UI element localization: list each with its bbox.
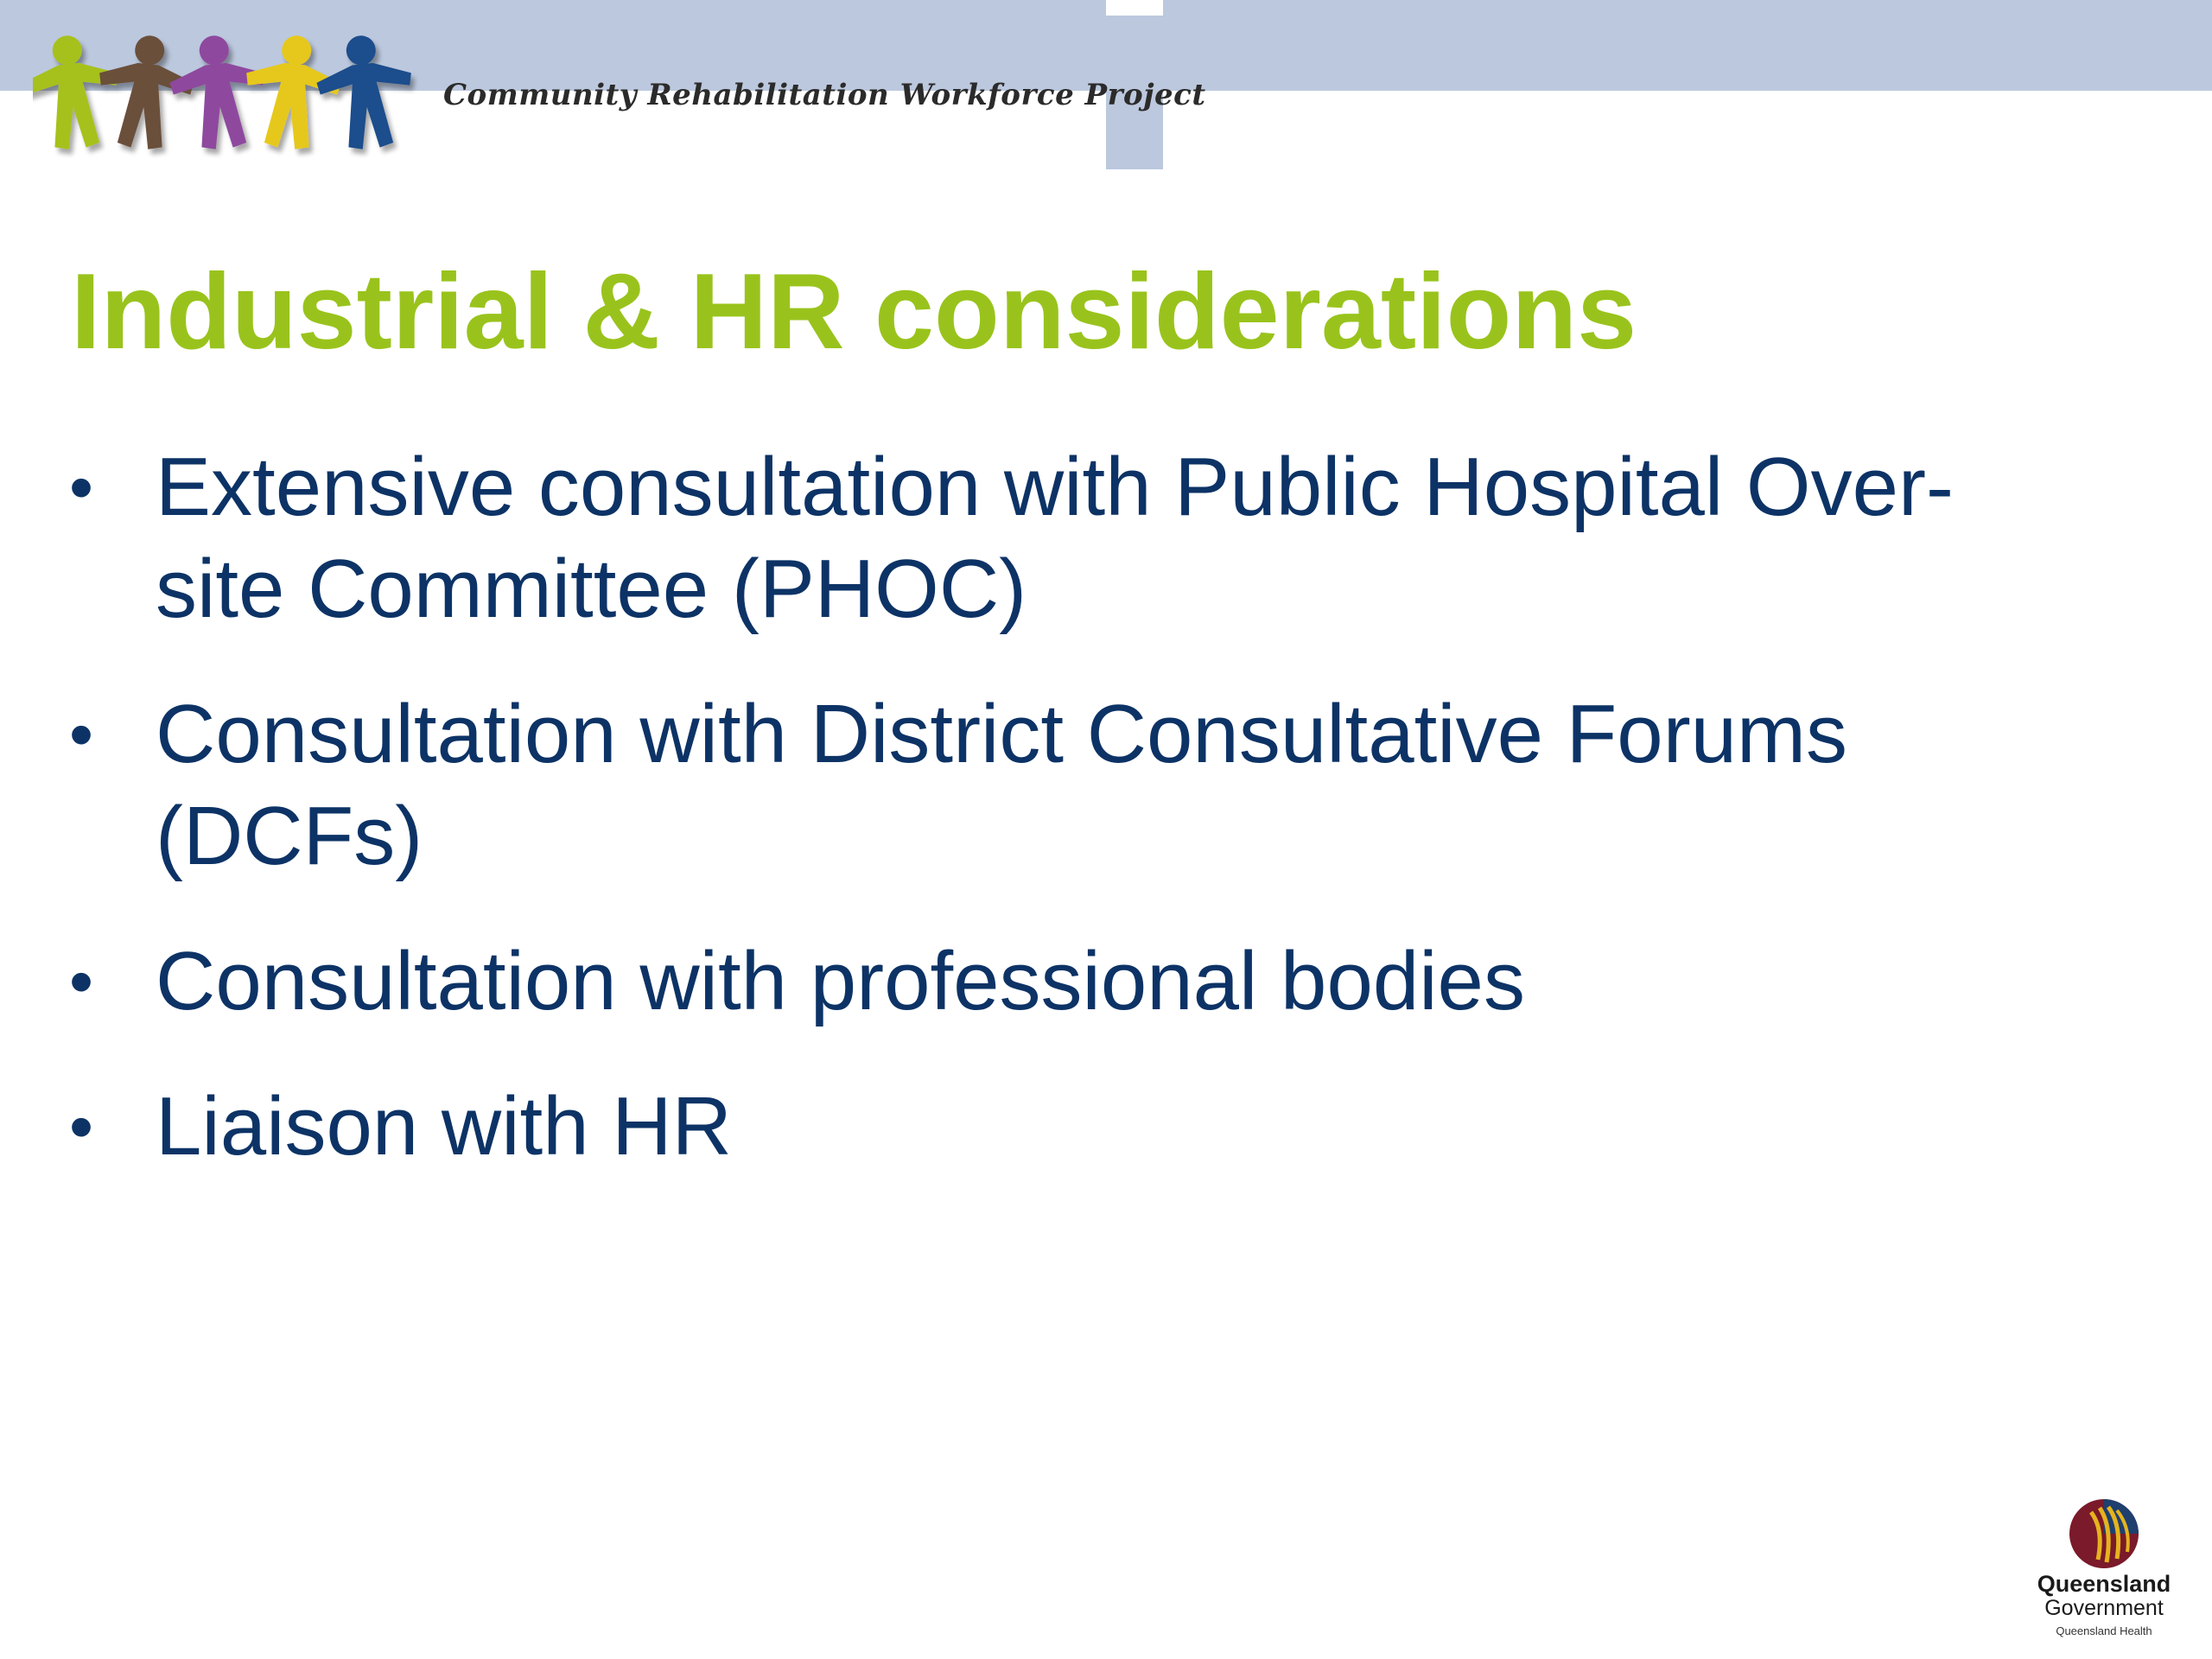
header-band-notch <box>1106 0 1163 16</box>
bullet-text: Consultation with District Consultative Forums (DCFs) <box>156 688 1848 882</box>
bullet-item <box>69 683 2074 887</box>
bullet-marker: • <box>69 448 94 525</box>
queensland-health-label: Queensland Health <box>2056 1624 2152 1637</box>
bullet-marker: • <box>69 943 94 1020</box>
government-label: Government <box>2044 1596 2164 1620</box>
queensland-label: Queensland <box>2037 1571 2171 1597</box>
slide-title: Industrial & HR considerations <box>71 252 1637 372</box>
project-name: Community Rehabilitation Workforce Project <box>443 78 1206 112</box>
paper-person-figure <box>165 31 271 154</box>
bullet-marker: • <box>69 1088 94 1165</box>
bullet-item <box>69 436 2074 640</box>
bullet-item <box>69 931 2074 1033</box>
bullet-item <box>69 1076 2074 1178</box>
paper-people-icon <box>33 24 448 171</box>
bullet-text: Liaison with HR <box>156 1080 732 1173</box>
bullet-text: Extensive consultation with Public Hospital Over-site Committee (PHOC) <box>156 441 1954 635</box>
paper-person-figure <box>239 31 346 154</box>
queensland-government-logo <box>2031 1495 2177 1650</box>
paper-person-figure <box>92 31 199 154</box>
project-logo <box>33 24 1206 171</box>
queensland-government-emblem-icon <box>2065 1495 2143 1573</box>
bullet-text: Consultation with professional bodies <box>156 935 1525 1027</box>
bullet-marker: • <box>69 696 94 772</box>
paper-person-figure <box>33 31 124 154</box>
paper-person-figure <box>312 31 418 154</box>
bullet-list <box>69 436 2074 1221</box>
